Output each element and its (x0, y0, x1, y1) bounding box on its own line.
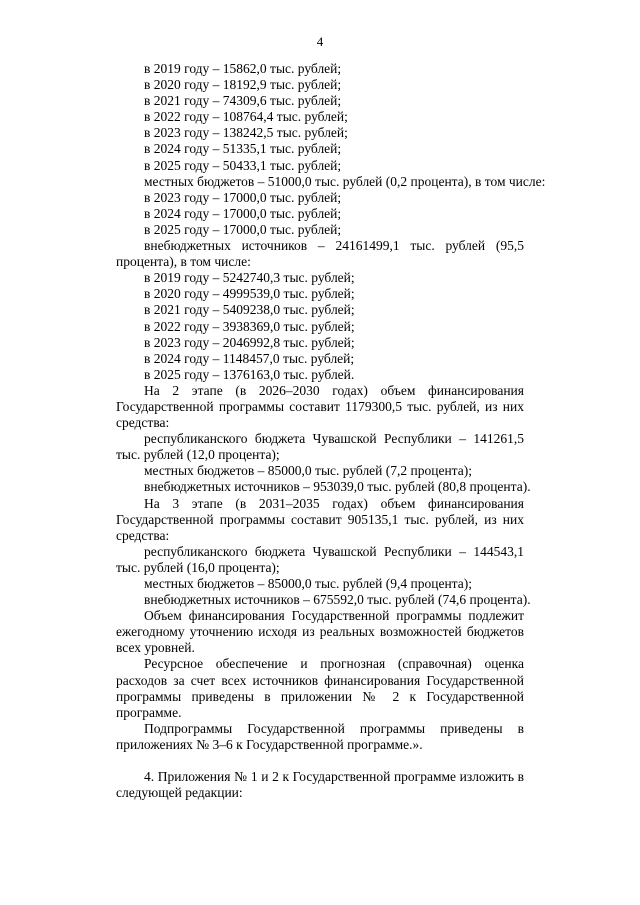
paragraph: республиканского бюджета Чувашской Республики – 144543,1 тыс. рублей (16,0 процента); (116, 543, 524, 575)
paragraph: в 2022 году – 108764,4 тыс. рублей; (144, 109, 348, 125)
paragraph: в 2025 году – 50433,1 тыс. рублей; (144, 157, 342, 173)
page-number: 4 (316, 34, 324, 49)
paragraph: Объем финансирования Государственной программы подлежит ежегодному уточнению исходя из реальных возможностей бюджетов всех уровней. (116, 608, 524, 656)
paragraph: местных бюджетов – 51000,0 тыс. рублей (0,2 процента), в том числе: (144, 173, 546, 189)
paragraph: На 2 этапе (в 2026–2030 годах) объем финансирования Государственной программы составит 1179300,5 тыс. рублей, из них средства: (116, 382, 524, 431)
paragraph: в 2020 году – 18192,9 тыс. рублей; (144, 77, 342, 93)
paragraph: в 2022 году – 3938369,0 тыс. рублей; (144, 318, 355, 334)
paragraph: местных бюджетов – 85000,0 тыс. рублей (9,4 процента); (144, 576, 472, 591)
paragraph: в 2025 году – 17000,0 тыс. рублей; (144, 221, 342, 237)
paragraph: местных бюджетов – 85000,0 тыс. рублей (7,2 процента); (144, 463, 472, 479)
document-body (116, 61, 546, 801)
paragraph: Подпрограммы Государственной программы приведены в приложениях № 3–6 к Государственной программе.». (116, 720, 524, 752)
paragraph: в 2020 году – 4999539,0 тыс. рублей; (144, 286, 355, 302)
paragraph: в 2025 году – 1376163,0 тыс. рублей. (144, 366, 355, 382)
spacer (116, 753, 524, 769)
paragraph: в 2024 году – 17000,0 тыс. рублей; (144, 205, 342, 221)
paragraph: внебюджетных источников – 24161499,1 тыс. рублей (95,5 процента), в том числе: (116, 238, 524, 270)
paragraph: 4. Приложения № 1 и 2 к Государственной программе изложить в следующей редакции: (116, 769, 524, 801)
paragraph: в 2021 году – 74309,6 тыс. рублей; (144, 93, 342, 109)
paragraph: в 2023 году – 17000,0 тыс. рублей; (144, 189, 342, 205)
paragraph: в 2024 году – 51335,1 тыс. рублей; (144, 141, 342, 157)
paragraph: в 2023 году – 2046992,8 тыс. рублей; (144, 334, 355, 350)
paragraph: На 3 этапе (в 2031–2035 годах) объем финансирования Государственной программы составит 905135,1 тыс. рублей, из них средства: (116, 495, 524, 543)
paragraph: в 2021 году – 5409238,0 тыс. рублей; (144, 302, 355, 318)
paragraph: в 2023 году – 138242,5 тыс. рублей; (144, 125, 348, 141)
paragraph: внебюджетных источников – 675592,0 тыс. рублей (74,6 процента). (144, 592, 531, 608)
paragraph: Ресурсное обеспечение и прогнозная (справочная) оценка расходов за счет всех источников финансирования Государственной программы приведены в приложении № 2 к Государственной программе. (116, 656, 524, 720)
paragraph: в 2024 году – 1148457,0 тыс. рублей; (144, 350, 355, 366)
paragraph: в 2019 году – 5242740,3 тыс. рублей; (144, 270, 355, 286)
paragraph: республиканского бюджета Чувашской Республики – 141261,5 тыс. рублей (12,0 процента); (116, 431, 524, 463)
paragraph: в 2019 году – 15862,0 тыс. рублей; (144, 61, 342, 76)
paragraph: внебюджетных источников – 953039,0 тыс. рублей (80,8 процента). (144, 479, 531, 495)
